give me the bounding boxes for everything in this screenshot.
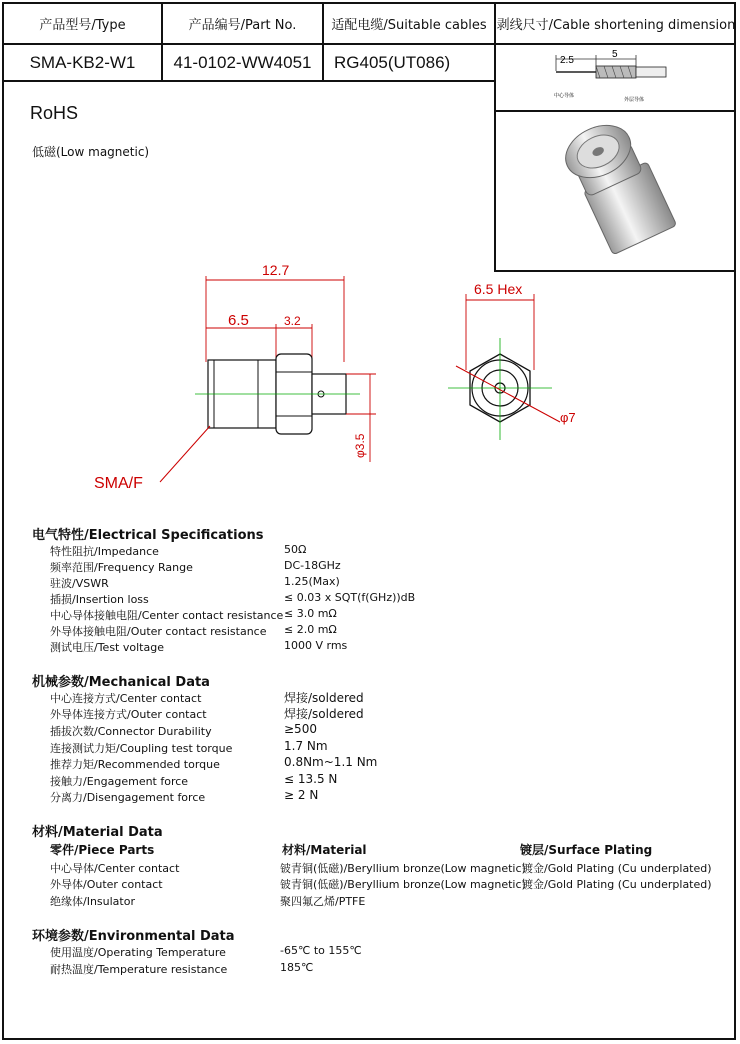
part-value: 41-0102-WW4051 — [173, 52, 312, 72]
elec-label: 外导体接触电阻/Outer contact resistance — [50, 625, 267, 638]
part-header: 产品编号/Part No. — [188, 18, 297, 33]
header-bottom-line — [2, 80, 496, 82]
env-value: 185℃ — [280, 961, 314, 974]
material-part: 中心导体/Center contact — [50, 862, 180, 875]
elec-label: 插损/Insertion loss — [50, 593, 149, 606]
material-plating: 镀金/Gold Plating (Cu underplated) — [522, 878, 712, 891]
mech-value: 1.7 Nm — [284, 739, 328, 753]
mech-value: ≤ 13.5 N — [284, 772, 338, 786]
mech-label: 推荐力矩/Recommended torque — [50, 758, 220, 771]
dim-length: 12.7 — [262, 262, 290, 278]
material-col-parts: 零件/Piece Parts — [50, 843, 155, 857]
environmental-title: 环境参数/Environmental Data — [32, 929, 235, 944]
mech-value: 焊接/soldered — [284, 691, 364, 705]
material-material: 铍青铜(低磁)/Beryllium bronze(Low magnetic) — [280, 862, 526, 875]
material-material: 铍青铜(低磁)/Beryllium bronze(Low magnetic) — [280, 878, 526, 891]
material-material: 聚四氟乙烯/PTFE — [280, 895, 366, 908]
mech-value: 焊接/soldered — [284, 707, 364, 721]
elec-label: 特性阻抗/Impedance — [50, 545, 159, 558]
mech-label: 外导体连接方式/Outer contact — [50, 708, 207, 721]
elec-value: ≤ 0.03 x SQT(f(GHz))dB — [284, 591, 416, 604]
dim-6-5: 6.5 — [228, 312, 249, 329]
electrical-title: 电气特性/Electrical Specifications — [32, 528, 264, 543]
cable-header: 适配电缆/Suitable cables — [331, 18, 487, 33]
strip-label-center: 中心导体 — [554, 93, 575, 99]
cable-value: RG405(UT086) — [334, 52, 451, 72]
dia-7-label: φ7 — [560, 410, 576, 425]
low-magnetic-label: 低磁(Low magnetic) — [32, 145, 150, 159]
elec-value: DC-18GHz — [284, 559, 341, 572]
connector-drawing — [0, 250, 740, 510]
env-value: -65℃ to 155℃ — [280, 944, 362, 957]
strip-dimension-drawing — [496, 45, 736, 111]
product-photo — [496, 112, 736, 270]
env-label: 使用温度/Operating Temperature — [50, 946, 226, 959]
elec-value: 1000 V rms — [284, 639, 348, 652]
material-col-material: 材料/Material — [282, 843, 367, 857]
material-col-plating: 镀层/Surface Plating — [520, 843, 653, 857]
rohs-label: RoHS — [30, 103, 79, 123]
elec-label: 驻波/VSWR — [50, 577, 109, 590]
elec-value: ≤ 3.0 mΩ — [284, 607, 337, 620]
elec-label: 频率范围/Frequency Range — [50, 561, 193, 574]
material-title: 材料/Material Data — [32, 825, 163, 840]
sma-label: SMA/F — [94, 475, 143, 492]
elec-label: 测试电压/Test voltage — [50, 641, 164, 654]
mechanical-title: 机械参数/Mechanical Data — [32, 675, 210, 690]
elec-value: ≤ 2.0 mΩ — [284, 623, 337, 636]
material-part: 外导体/Outer contact — [50, 878, 163, 891]
material-plating: 镀金/Gold Plating (Cu underplated) — [522, 862, 712, 875]
strip-label-outer: 外层导体 — [624, 97, 645, 103]
env-label: 耐热温度/Temperature resistance — [50, 963, 228, 976]
material-part: 绝缘体/Insulator — [50, 895, 135, 908]
strip-header: 剥线尺寸/Cable shortening dimension — [496, 18, 736, 33]
type-value: SMA-KB2-W1 — [29, 52, 136, 72]
mech-value: ≥ 2 N — [284, 788, 319, 802]
type-header: 产品型号/Type — [39, 18, 126, 33]
mech-label: 中心连接方式/Center contact — [50, 692, 202, 705]
mech-value: ≥500 — [284, 722, 317, 736]
strip-dim-b: 5 — [612, 49, 618, 60]
elec-label: 中心导体接触电阻/Center contact resistance — [50, 609, 284, 622]
elec-value: 1.25(Max) — [284, 575, 340, 588]
dim-dia-3-5: φ3.5 — [353, 433, 367, 458]
mech-label: 分离力/Disengagement force — [50, 791, 206, 804]
mech-value: 0.8Nm~1.1 Nm — [284, 755, 378, 769]
hex-label: 6.5 Hex — [474, 281, 523, 297]
mech-label: 连接测试力矩/Coupling test torque — [50, 742, 233, 755]
mech-label: 插拔次数/Connector Durability — [50, 725, 212, 738]
dim-3-2: 3.2 — [284, 314, 301, 328]
elec-value: 50Ω — [284, 543, 307, 556]
mech-label: 接触力/Engagement force — [50, 775, 189, 788]
strip-dim-a: 2.5 — [560, 55, 574, 66]
